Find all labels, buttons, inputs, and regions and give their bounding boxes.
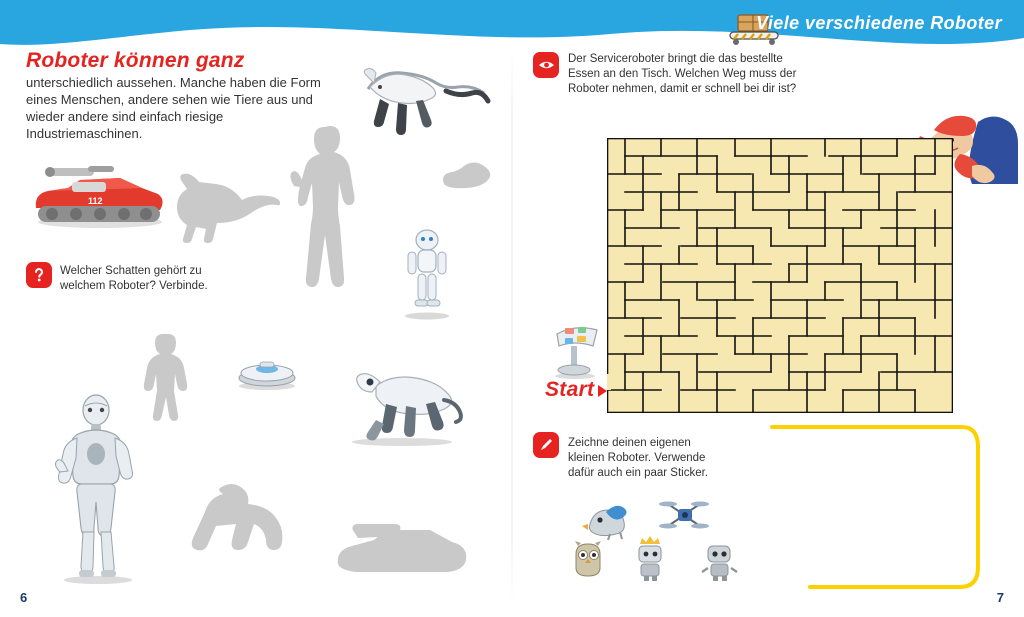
drone-robot-sticker: [656, 494, 712, 536]
maze-start-label: Start: [545, 378, 595, 401]
page-spine: [511, 46, 513, 606]
accent-corner-rule: [770, 425, 990, 593]
king-robot-sticker: [628, 534, 672, 582]
android-robot-illustration: [44, 392, 140, 584]
robot-dog-tail-illustration: [352, 55, 492, 145]
left-task-1-text: Welcher Schatten gehört zu welchem Roboter? Verbinde.: [60, 265, 208, 292]
humanoid-robot-silhouette: [286, 122, 370, 312]
kangaroo-robot-shadow: [165, 170, 280, 250]
right-task-1-text: Der Serviceroboter bringt die das bestellte Essen an den Tisch. Welchen Weg muss der Roboter nehmen, damit er schnell bei dir ist?: [568, 53, 797, 95]
left-headline: [26, 48, 326, 142]
crawling-child-shadow: [178, 478, 288, 560]
eye-icon: [533, 52, 559, 78]
page-number-right: 7: [996, 590, 1004, 605]
vacuum-robot-illustration: [234, 356, 300, 392]
maze-start-arrow: [598, 385, 607, 397]
banner-title: Viele verschiedene Roboter: [756, 13, 1002, 33]
tank-vehicle-shadow: [330, 520, 470, 584]
right-task-2-text: Zeichne deinen eigenen kleinen Roboter. Verwende dafür auch ein paar Sticker.: [568, 437, 708, 479]
page-number-left: 6: [20, 590, 28, 605]
pencil-icon: [533, 432, 559, 458]
fire-fighting-robot-vehicle: [28, 160, 168, 230]
serving-robot-illustration: [545, 318, 611, 380]
small-humanoid-robot-illustration: [396, 228, 458, 320]
question-mark-icon: [26, 262, 52, 288]
svg-text:112: 112: [88, 196, 103, 206]
robot-dog-illustration: [336, 360, 466, 448]
owl-robot-sticker: [566, 538, 610, 582]
blob-shadow: [438, 162, 492, 194]
crouching-figure-shadow: [138, 330, 200, 422]
grey-robot-sticker: [698, 538, 742, 582]
headline-emphasis: Roboter können ganz: [26, 49, 245, 72]
maze-puzzle: [607, 138, 953, 413]
headline-rest: unterschiedlich aussehen. Manche haben die Form eines Menschen, andere sehen wie Tiere aus und wieder andere sind einfach riesige Industriemaschinen.: [26, 75, 321, 141]
